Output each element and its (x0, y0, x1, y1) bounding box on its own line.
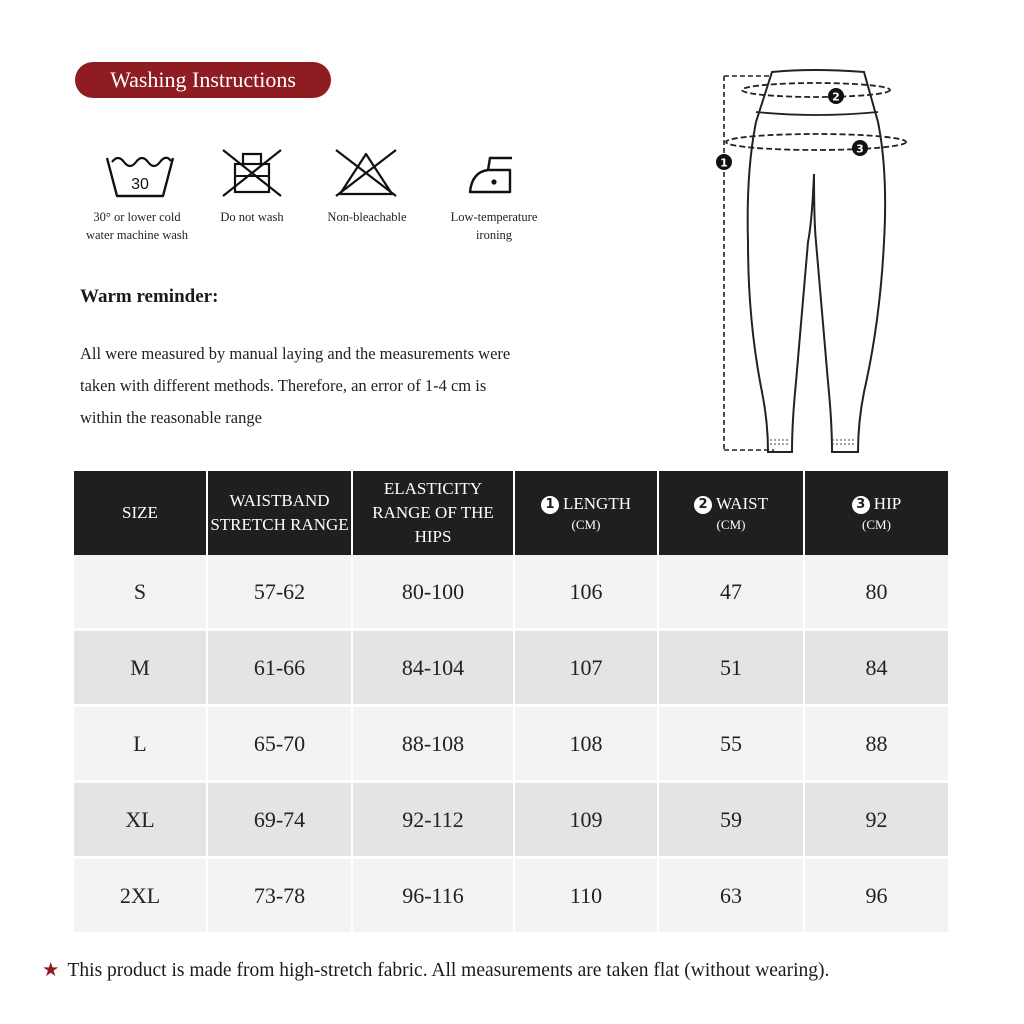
wash-30-icon (104, 148, 176, 200)
low-temp-iron-icon (466, 148, 516, 198)
cell-elasticity: 96-116 (352, 858, 514, 934)
cell-waistband: 65-70 (207, 706, 352, 782)
hip-number-badge: 3 (852, 496, 870, 514)
waist-marker: 2 (832, 90, 840, 104)
cell-length: 110 (514, 858, 658, 934)
length-marker: 1 (720, 156, 728, 170)
table-row (74, 706, 948, 782)
non-bleach-label: Non-bleachable (327, 210, 407, 224)
washing-instructions-badge: Washing Instructions (75, 62, 331, 98)
header-length: 1 LENGTH (CM) (514, 471, 658, 555)
table-row (74, 858, 948, 934)
cell-size: 2XL (74, 858, 207, 934)
hip-marker: 3 (856, 142, 864, 156)
cell-size: XL (74, 782, 207, 858)
header-hip: 3 HIP (CM) (804, 471, 948, 555)
non-bleach-icon (334, 148, 398, 198)
cell-hip: 84 (804, 630, 948, 706)
header-elasticity: ELASTICITY RANGE OF THE HIPS (352, 471, 514, 555)
cell-length: 109 (514, 782, 658, 858)
cell-waistband: 61-66 (207, 630, 352, 706)
star-icon: ★ (42, 960, 60, 981)
cell-length: 108 (514, 706, 658, 782)
cell-size: M (74, 630, 207, 706)
cell-hip: 88 (804, 706, 948, 782)
cell-waist: 63 (658, 858, 804, 934)
cell-waistband: 69-74 (207, 782, 352, 858)
cell-hip: 96 (804, 858, 948, 934)
waist-number-badge: 2 (694, 496, 712, 514)
size-chart-table (74, 471, 948, 935)
cell-size: L (74, 706, 207, 782)
cell-waist: 59 (658, 782, 804, 858)
length-number-badge: 1 (541, 496, 559, 514)
cell-elasticity: 80-100 (352, 555, 514, 630)
table-row (74, 782, 948, 858)
cell-waist: 55 (658, 706, 804, 782)
cell-waistband: 73-78 (207, 858, 352, 934)
header-waistband: WAISTBAND STRETCH RANGE (207, 471, 352, 555)
leggings-measurement-figure (712, 62, 922, 466)
cell-length: 106 (514, 555, 658, 630)
cell-hip: 80 (804, 555, 948, 630)
footnote-text: This product is made from high-stretch fabric. All measurements are taken flat (without wearing). (67, 960, 830, 981)
cell-waistband: 57-62 (207, 555, 352, 630)
cell-waist: 51 (658, 630, 804, 706)
wash-temperature-text: 30 (131, 176, 149, 193)
cell-hip: 92 (804, 782, 948, 858)
table-row (74, 630, 948, 706)
cell-elasticity: 84-104 (352, 630, 514, 706)
cell-size: S (74, 555, 207, 630)
warm-reminder-text: All were measured by manual laying and the measurements were taken with different methods. Therefore, an error of 1-4 cm is within the reasonable range (80, 344, 511, 427)
header-waist: 2 WAIST (CM) (658, 471, 804, 555)
cell-length: 107 (514, 630, 658, 706)
footnote (42, 958, 829, 982)
low-temp-iron-label: Low-temperature ironing (450, 210, 538, 242)
cell-elasticity: 92-112 (352, 782, 514, 858)
header-size: SIZE (74, 471, 207, 555)
table-row (74, 555, 948, 630)
warm-reminder-title: Warm reminder: (80, 286, 219, 307)
do-not-wash-label: Do not wash (220, 210, 284, 224)
cell-waist: 47 (658, 555, 804, 630)
cell-elasticity: 88-108 (352, 706, 514, 782)
wash-30-label: 30° or lower cold water machine wash (85, 210, 189, 242)
do-not-wash-icon (221, 148, 283, 198)
table-header-row (74, 471, 948, 555)
